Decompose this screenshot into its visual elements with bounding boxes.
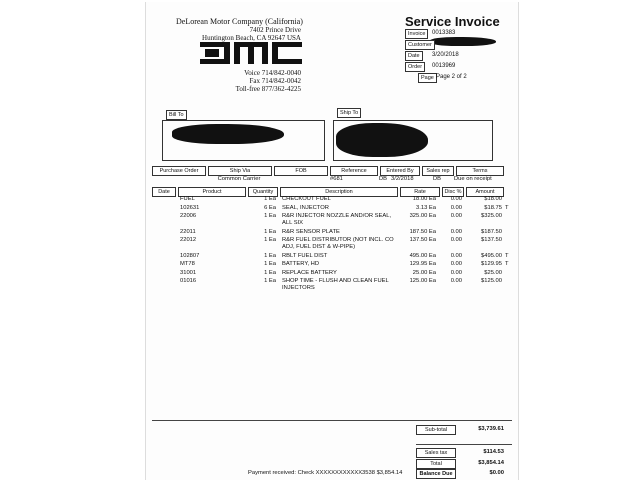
line-description: RBLT FUEL DIST: [282, 252, 328, 259]
company-voice: Voice 714/842-0040: [244, 69, 301, 77]
line-rate: 3.13 Ea: [416, 204, 436, 211]
hdr-purchase-order: Purchase Order: [152, 166, 206, 176]
terms-value: Due on receipt: [454, 176, 492, 182]
subtotal-rule: [416, 444, 512, 445]
hdr-fob: FOB: [274, 166, 328, 176]
dmc-logo: [200, 40, 302, 66]
date-value: 3/20/2018: [432, 52, 459, 58]
subtotal-label: Sub-total: [416, 425, 456, 435]
line-quantity: 1 Ea: [264, 261, 276, 267]
reference-value: #681: [330, 176, 343, 182]
customer-label: Customer: [405, 40, 435, 50]
line-rate: 137.50 Ea: [409, 237, 436, 243]
total-value: $3,854.14: [478, 460, 504, 466]
line-description: BATTERY, HD: [282, 261, 320, 267]
line-description: INJECTORS: [282, 285, 315, 291]
line-disc: 0.00: [450, 196, 462, 202]
hdr-description: Description: [280, 187, 398, 197]
company-tollfree: Toll-free 877/362-4225: [235, 85, 301, 93]
line-amount: $187.50: [481, 228, 502, 235]
line-amount: $18.00: [484, 196, 502, 202]
line-product: 22011: [180, 228, 196, 235]
entered-by-value: DB: [379, 176, 388, 182]
line-product: 102631: [180, 204, 200, 211]
line-quantity: 1 Ea: [264, 278, 276, 284]
line-rate: 129.95 Ea: [409, 261, 436, 267]
hdr-rate: Rate: [400, 187, 440, 197]
invoice-value: 0013383: [432, 30, 456, 36]
line-description: ADJ, FUEL DIST & W-PIPE): [282, 244, 356, 250]
hdr-date: Date: [152, 187, 176, 197]
line-quantity: 1 Ea: [264, 213, 276, 219]
line-disc: 0.00: [450, 228, 462, 235]
order-value: 0013969: [432, 63, 456, 69]
hdr-entered-by: Entered By: [380, 166, 420, 176]
line-description: ALL SIX: [282, 220, 304, 226]
line-amount: $125.00: [481, 278, 502, 284]
line-product: 102807: [180, 252, 200, 259]
redaction-invoice: [430, 37, 496, 46]
line-disc: 0.00: [450, 261, 462, 267]
sales-rep-value: DB: [433, 176, 442, 182]
sales-tax-value: $114.53: [483, 449, 504, 455]
bill-to-label: Bill To: [166, 110, 187, 120]
line-quantity: 1 Ea: [264, 196, 276, 202]
line-disc: 0.00: [450, 237, 462, 243]
line-amount: $129.95: [481, 261, 502, 267]
invoice-label: Invoice: [405, 29, 428, 39]
line-product: 22012: [180, 237, 197, 243]
line-disc: 0.00: [450, 278, 462, 284]
line-description: CHECKOUT FUEL: [282, 196, 331, 202]
redaction-bill-to: [172, 124, 284, 144]
line-disc: 0.00: [450, 269, 462, 276]
order-label: Order: [405, 62, 425, 72]
sales-tax-label: Sales tax: [416, 448, 456, 458]
line-rate: 495.00 Ea: [409, 252, 436, 259]
hdr-reference: Reference: [330, 166, 378, 176]
subtotal-value: $3,739.61: [478, 426, 504, 432]
invoice-title: Service Invoice: [405, 14, 500, 29]
line-quantity: 1 Ea: [264, 252, 276, 259]
line-disc: 0.00: [450, 252, 462, 259]
hdr-ship-via: Ship Via: [208, 166, 272, 176]
company-fax: Fax 714/842-0042: [249, 77, 301, 85]
hdr-disc: Disc %: [442, 187, 464, 197]
line-description: SHOP TIME - FLUSH AND CLEAN FUEL: [282, 278, 389, 284]
line-description: R&R INJECTOR NOZZLE AND/OR SEAL,: [282, 213, 392, 219]
line-rate: 325.00 Ea: [409, 213, 436, 219]
line-quantity: 1 Ea: [264, 228, 276, 235]
line-tax-flag: T: [505, 204, 509, 211]
line-amount: $137.50: [481, 237, 502, 243]
date-label: Date: [405, 51, 423, 61]
line-product: 31001: [180, 269, 197, 276]
line-product: 01016: [180, 278, 197, 284]
line-quantity: 6 Ea: [264, 204, 276, 211]
line-disc: 0.00: [450, 204, 462, 211]
line-rate: 18.00 Ea: [412, 196, 436, 202]
hdr-quantity: Quantity: [248, 187, 278, 197]
totals-divider: [152, 420, 512, 421]
line-product: MT78: [180, 261, 195, 267]
payment-received: Payment received: Check XXXXXXXXXXXX3538 $3,854.14: [248, 470, 403, 476]
ship-to-label: Ship To: [337, 108, 361, 118]
total-label: Total: [416, 459, 456, 469]
line-product: 22006: [180, 213, 197, 219]
line-amount: $495.00: [481, 252, 502, 259]
line-tax-flag: T: [505, 261, 509, 267]
line-rate: 187.50 Ea: [409, 228, 436, 235]
line-product: FUEL: [180, 196, 195, 202]
hdr-sales-rep: Sales rep: [422, 166, 454, 176]
page-value: Page 2 of 2: [436, 74, 467, 80]
page-label: Page: [418, 73, 437, 83]
hdr-amount: Amount: [466, 187, 504, 197]
company-city: Huntington Beach, CA 92647 USA: [202, 34, 301, 42]
company-street: 7402 Prince Drive: [249, 26, 301, 34]
entered-date-value: 3/2/2018: [391, 176, 414, 182]
line-amount: $18.75: [484, 204, 502, 211]
line-amount: $25.00: [484, 269, 502, 276]
balance-due-value: $0.00: [489, 470, 504, 476]
hdr-terms: Terms: [456, 166, 504, 176]
company-name: DeLorean Motor Company (California): [176, 17, 303, 26]
balance-due-label: Balance Due: [416, 469, 456, 479]
redaction-ship-to: [336, 123, 428, 157]
line-description: REPLACE BATTERY: [282, 269, 337, 276]
line-amount: $325.00: [481, 213, 502, 219]
line-rate: 25.00 Ea: [412, 269, 436, 276]
ship-via-value: Common Carrier: [217, 176, 261, 182]
line-rate: 125.00 Ea: [409, 278, 436, 284]
line-quantity: 1 Ea: [264, 237, 276, 243]
line-quantity: 1 Ea: [264, 269, 276, 276]
line-description: R&R FUEL DISTRIBUTOR (NOT INCL. CO: [282, 237, 394, 243]
hdr-product: Product: [178, 187, 246, 197]
line-tax-flag: T: [505, 252, 509, 259]
line-description: SEAL, INJECTOR: [282, 204, 329, 211]
line-description: R&R SENSOR PLATE: [282, 228, 340, 235]
line-disc: 0.00: [450, 213, 462, 219]
